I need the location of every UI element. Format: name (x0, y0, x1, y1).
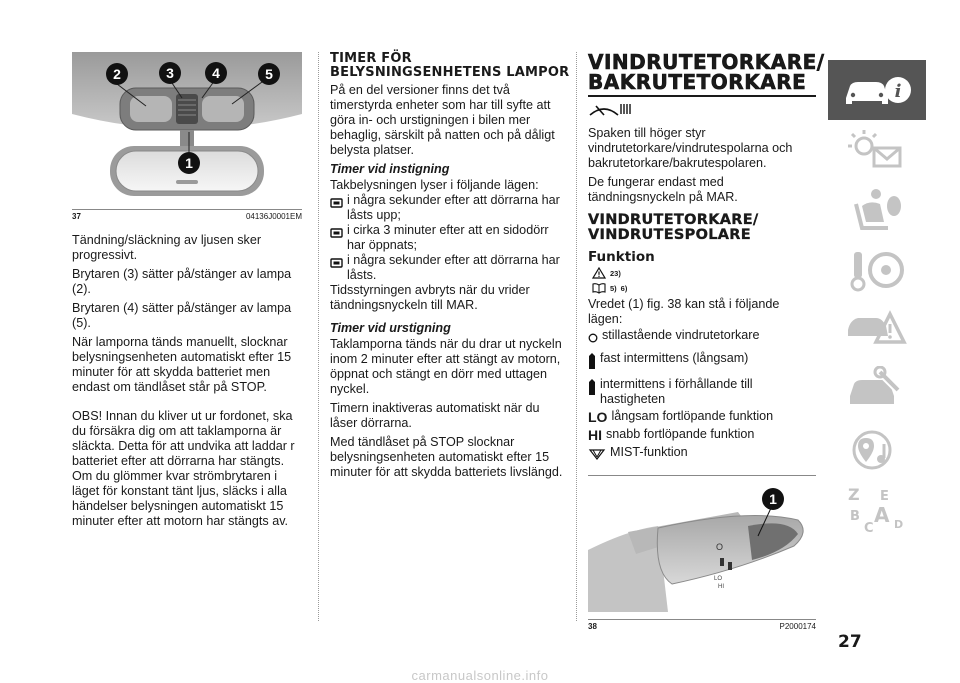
warning-ref-number: 23) (610, 268, 621, 278)
mode-text: fast intermittens (långsam) (600, 351, 749, 365)
callout-1: 1 (762, 488, 784, 510)
tab-index[interactable] (828, 480, 926, 540)
courtesy-light-icon (330, 255, 343, 273)
page-number: 27 (838, 632, 862, 652)
list-item (330, 253, 570, 283)
figure-38 (588, 475, 816, 631)
car-info-icon (840, 70, 914, 110)
lever-hi-label: HI (718, 584, 724, 590)
callout-1: 1 (178, 152, 200, 174)
mode-text: snabb fortlöpande funktion (606, 427, 755, 441)
subheading: Timer vid instigning (330, 162, 450, 176)
mist-icon (588, 447, 606, 465)
courtesy-light-icon (330, 225, 343, 243)
section-title: TIMER FÖR BELYSNINGSENHETENS LAMPOR (330, 51, 570, 80)
svg-text:C: C (864, 521, 874, 536)
list-item (330, 223, 570, 253)
section-title-line-1: VINDRUTETORKARE/ (588, 212, 759, 228)
figure-caption (588, 619, 816, 631)
caution-book-icon (592, 282, 606, 294)
chapter-title-line-2: BAKRUTETORKARE (588, 70, 807, 94)
intermittent-fixed-icon (588, 353, 596, 374)
figure-number: 38 (588, 622, 597, 631)
alphabet-index-icon (840, 484, 914, 536)
lo-label: LO (588, 409, 608, 425)
svg-text:D: D (894, 518, 904, 531)
svg-text:Z: Z (848, 485, 860, 504)
mode-text: intermittens i förhållande till hastigheten (600, 377, 753, 406)
tab-starting-driving[interactable] (828, 240, 926, 300)
subheading: Funktion (588, 249, 655, 265)
mode-text: långsam fortlöpande funktion (611, 409, 774, 423)
figure-number: 37 (72, 212, 81, 221)
paragraph: Med tändlåset på STOP slocknar belysningsenheten automatiskt efter 15 minuter för att skydda batteriets livslängd. (330, 435, 563, 479)
warning-triangle-icon (592, 267, 606, 279)
lever-lo-label: LO (714, 576, 723, 582)
caution-ref-number: 6) (620, 283, 628, 293)
courtesy-light-icon (330, 195, 343, 213)
paragraph: Taklamporna tänds när du drar ut nyckeln inom 2 minuter efter att stängt av motorn, öppnat och stängt en dörr med uttagen nyckel. (330, 337, 562, 396)
mode-text: stillastående vindrutetorkare (602, 328, 760, 342)
paragraph: Vredet (1) fig. 38 kan stå i följande lägen: (588, 297, 780, 326)
figure-code: 04136J0001EM (245, 212, 302, 221)
callout-4: 4 (205, 62, 227, 84)
tab-maintenance[interactable] (828, 360, 926, 420)
gps-music-icon (840, 426, 914, 474)
caution-reference (592, 282, 816, 294)
paragraph: Takbelysningen lyser i följande lägen: (330, 178, 539, 192)
mode-item (588, 409, 816, 425)
mode-item (588, 377, 816, 407)
list-item-text: i cirka 3 minuter efter att en sidodörr har öppnats; (347, 223, 549, 252)
key-steering-icon (840, 246, 914, 294)
mode-item (588, 351, 816, 374)
paragraph: De fungerar endast med tändningsnyckeln på MAR. (588, 175, 738, 204)
airbag-seat-icon (840, 186, 914, 234)
figure-caption (72, 209, 302, 221)
mode-item (588, 427, 816, 443)
list-item-text: i några sekunder efter att dörrarna har låsts upp; (347, 193, 560, 222)
off-circle-icon (588, 330, 598, 348)
paragraph: Timern inaktiveras automatiskt när du låser dörrarna. (330, 401, 540, 430)
paragraph: Tändning/släckning av ljusen sker progressivt. (72, 233, 262, 262)
paragraph: Spaken till höger styr vindrutetorkare/vindrutespolarna och bakrutetorkare/bakrutespolaren. (588, 126, 793, 170)
caution-ref-number: 5) (610, 283, 617, 293)
column-3 (588, 50, 825, 631)
paragraph: Brytaren (3) sätter på/stänger av lampa (2). (72, 267, 292, 296)
mode-item (588, 328, 816, 348)
tab-safety[interactable] (828, 180, 926, 240)
svg-text:B: B (850, 509, 860, 524)
column-2 (330, 52, 570, 484)
callout-2: 2 (106, 63, 128, 85)
hazard-warning-icon (840, 306, 914, 354)
callout-5: 5 (258, 63, 280, 85)
chapter-title (588, 50, 825, 94)
column-divider (318, 52, 319, 621)
list-item-text: i några sekunder efter att dörrarna har låsts. (347, 253, 560, 282)
watermark: carmanualsonline.info (411, 668, 549, 683)
list-item (330, 193, 570, 223)
mode-text: MIST-funktion (610, 445, 688, 459)
figure-37 (72, 52, 302, 221)
paragraph: På en del versioner finns det två timerstyrda enheter som har till syfte att göra in- och urstigningen i bilen mer behaglig, särskilt på natten och på dåligt belysta platser. (330, 83, 555, 157)
column-1 (72, 52, 302, 533)
mode-item (588, 445, 816, 465)
wiper-symbol-icon (588, 101, 816, 124)
figure-code: P2000174 (779, 622, 816, 631)
svg-text:E: E (880, 489, 889, 504)
paragraph: När lamporna tänds manuellt, slocknar belysningsenheten automatiskt efter 15 minuter för att skydda batteriet men endast om tändlåset står på STOP. (72, 335, 292, 394)
warning-reference (592, 267, 816, 279)
subheading: Timer vid urstigning (330, 321, 451, 335)
section-title-line-2: VINDRUTESPOLARE (588, 227, 751, 243)
chapter-sidebar (828, 60, 926, 540)
tab-emergency[interactable] (828, 300, 926, 360)
paragraph: Brytaren (4) sätter på/stänger av lampa (5). (72, 301, 292, 330)
svg-text:A: A (874, 503, 890, 527)
tab-car-info[interactable] (828, 60, 926, 120)
hi-label: HI (588, 427, 602, 443)
paragraph: Tidsstyrningen avbryts när du vrider tändningsnyckeln till MAR. (330, 283, 530, 312)
svg-text:i: i (894, 81, 902, 102)
tab-warning-lights[interactable] (828, 120, 926, 180)
svg-text:O: O (716, 542, 724, 552)
tab-multimedia[interactable] (828, 420, 926, 480)
intermittent-speed-icon (588, 379, 596, 400)
note-paragraph: OBS! Innan du kliver ut ur fordonet, ska du försäkra dig om att taklamporna är släckta. Detta för att undvika att laddar r batteriet efter att dörrarna har stängts. Om du glömmer kvar strömbrytaren i läget för konstant tänt ljus, släcks i alla händelser belysningen automatiskt 15 minuter efter att motorn har stängts av. (72, 409, 295, 528)
wrench-car-icon (840, 366, 914, 414)
title-rule (588, 95, 816, 97)
warning-light-envelope-icon (840, 128, 914, 172)
column-divider (576, 52, 577, 621)
section-title (588, 213, 816, 243)
chapter-title-line-1: VINDRUTETORKARE/ (588, 50, 825, 74)
callout-3: 3 (159, 62, 181, 84)
